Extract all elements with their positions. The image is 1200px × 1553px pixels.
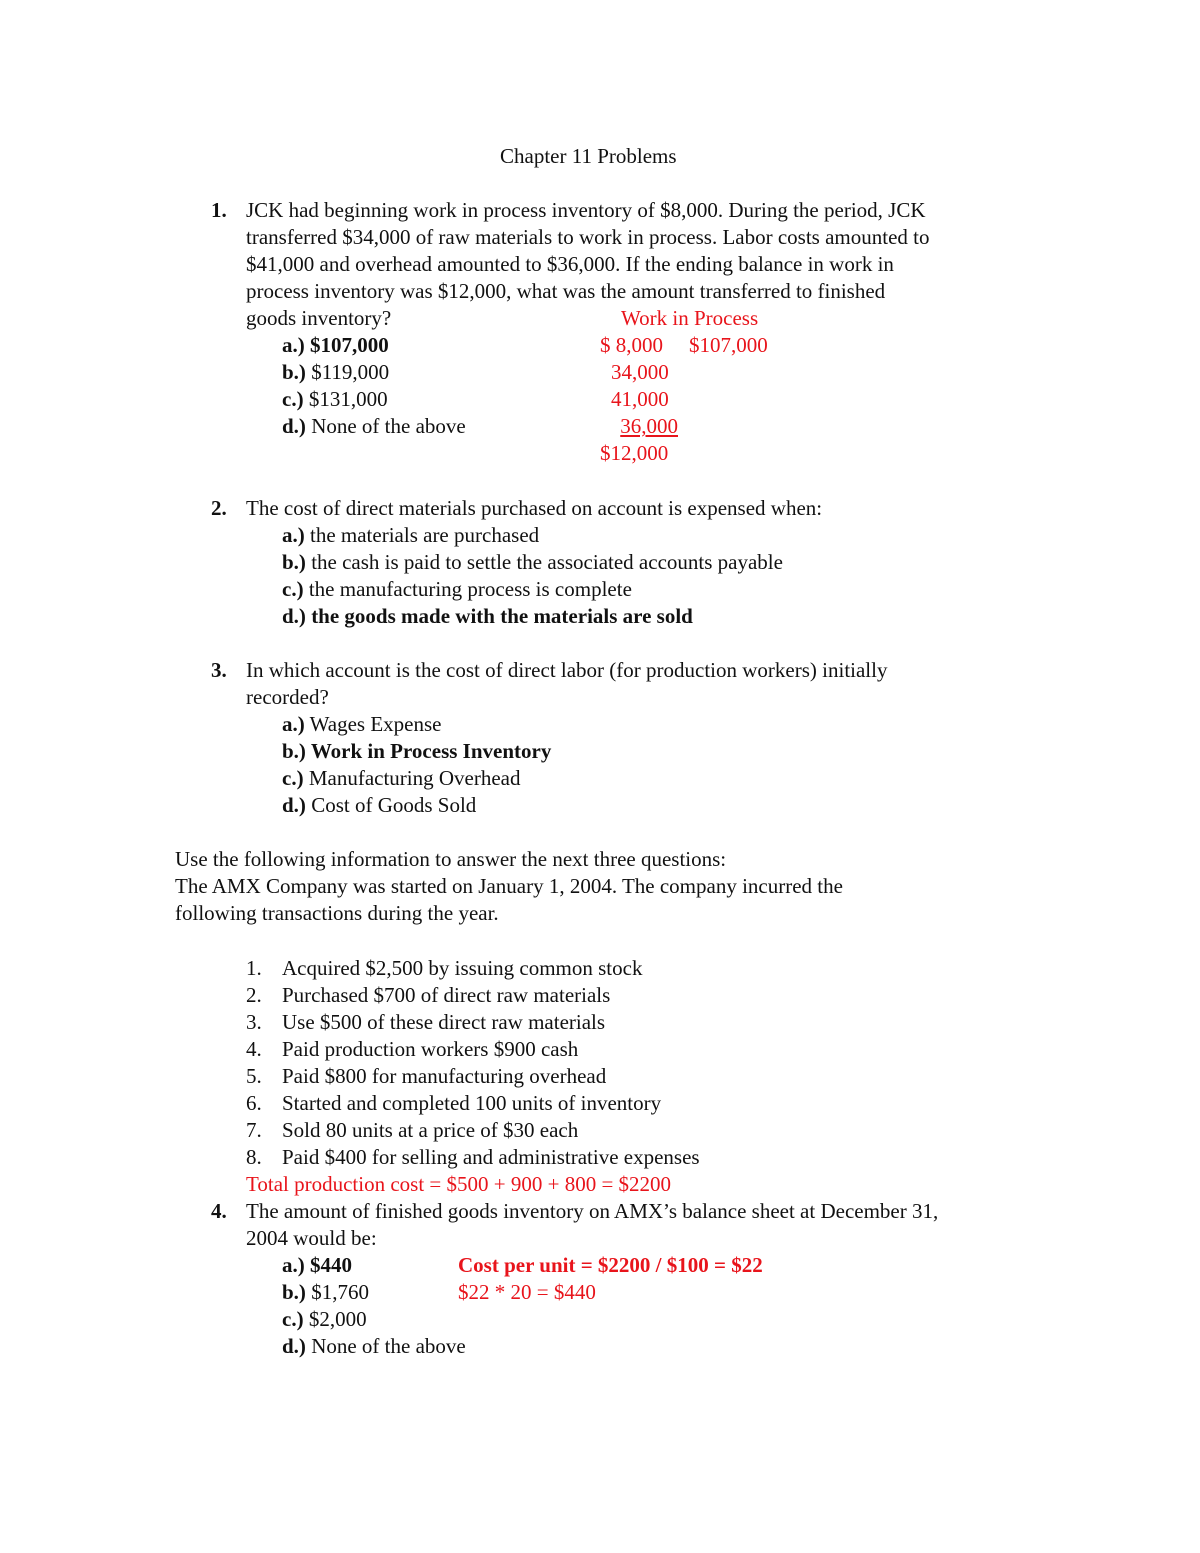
t-account-balance: $12,000 (600, 441, 669, 465)
t-account-title: Work in Process (621, 306, 759, 330)
option-letter: c.) (282, 766, 304, 790)
option-letter: c.) (282, 1307, 304, 1331)
option-letter: d.) (282, 414, 306, 438)
option-text: Work in Process Inventory (310, 739, 552, 763)
q3-line-1: In which account is the cost of direct labor (for production workers) initially (246, 658, 888, 682)
q1-line-2: transferred $34,000 of raw materials to work in process. Labor costs amounted to (246, 225, 930, 249)
q1-option-a (282, 332, 389, 359)
q4-option-c (282, 1306, 367, 1333)
q1-number: 1. (211, 198, 227, 222)
q3-option-b (282, 738, 551, 765)
option-text: the materials are purchased (310, 523, 540, 547)
q1-line-3: $41,000 and overhead amounted to $36,000. If the ending balance in work in (246, 252, 894, 276)
q1-option-d (282, 413, 466, 440)
transaction-number: 4. (246, 1037, 262, 1061)
t-account-debit-2: 34,000 (611, 360, 669, 384)
option-letter: d.) (282, 1334, 306, 1358)
option-letter: b.) (282, 360, 306, 384)
option-text: Manufacturing Overhead (308, 766, 521, 790)
option-letter: b.) (282, 1280, 306, 1304)
option-letter: d.) (282, 604, 306, 628)
option-text: None of the above (311, 1334, 466, 1358)
transaction-text: Paid $400 for selling and administrative expenses (282, 1145, 700, 1169)
option-letter: c.) (282, 577, 304, 601)
q1-line-4: process inventory was $12,000, what was the amount transferred to finished (246, 279, 886, 303)
transaction-item (246, 955, 643, 982)
transaction-item (246, 1063, 607, 1090)
q1-option-c (282, 386, 388, 413)
option-letter: d.) (282, 793, 306, 817)
intro-line-3: following transactions during the year. (175, 901, 499, 925)
q2-option-d (282, 603, 693, 630)
q4-option-d (282, 1333, 466, 1360)
q1-option-b (282, 359, 389, 386)
q3-option-a (282, 711, 441, 738)
option-letter: a.) (282, 712, 305, 736)
page-title: Chapter 11 Problems (500, 144, 677, 168)
transaction-text: Acquired $2,500 by issuing common stock (282, 956, 643, 980)
option-text: Cost of Goods Sold (311, 793, 477, 817)
q4-option-b (282, 1279, 369, 1306)
intro-line-1: Use the following information to answer the next three questions: (175, 847, 727, 871)
t-account-credit: $107,000 (689, 333, 768, 357)
cost-per-unit-note: Cost per unit = $2200 / $100 = $22 (458, 1253, 763, 1277)
option-text: $119,000 (311, 360, 390, 384)
q4-number: 4. (211, 1199, 227, 1223)
option-text: $1,760 (311, 1280, 369, 1304)
transaction-text: Purchased $700 of direct raw materials (282, 983, 611, 1007)
q2-option-a (282, 522, 539, 549)
transaction-item (246, 1009, 606, 1036)
q3-line-2: recorded? (246, 685, 329, 709)
transaction-item (246, 1090, 662, 1117)
option-text: $131,000 (308, 387, 388, 411)
ending-inventory-calc: $22 * 20 = $440 (458, 1280, 596, 1304)
transaction-item (246, 1144, 700, 1171)
option-text: the goods made with the materials are sold (311, 604, 693, 628)
option-letter: a.) (282, 333, 305, 357)
option-letter: b.) (282, 550, 306, 574)
transaction-text: Use $500 of these direct raw materials (282, 1010, 606, 1034)
q4-option-a (282, 1252, 352, 1279)
q3-option-c (282, 765, 521, 792)
transaction-number: 7. (246, 1118, 262, 1142)
transaction-text: Paid production workers $900 cash (282, 1037, 579, 1061)
option-text: $107,000 (310, 333, 389, 357)
total-production-cost: Total production cost = $500 + 900 + 800 = $2200 (246, 1172, 672, 1196)
transaction-number: 3. (246, 1010, 262, 1034)
option-letter: a.) (282, 1253, 305, 1277)
option-letter: b.) (282, 739, 306, 763)
transaction-text: Paid $800 for manufacturing overhead (282, 1064, 607, 1088)
option-text: the manufacturing process is complete (308, 577, 632, 601)
q2-option-c (282, 576, 632, 603)
intro-line-2: The AMX Company was started on January 1, 2004. The company incurred the (175, 874, 843, 898)
q3-option-d (282, 792, 476, 819)
q2-option-b (282, 549, 783, 576)
option-text: $440 (310, 1253, 352, 1277)
transaction-item (246, 982, 611, 1009)
q2-number: 2. (211, 496, 227, 520)
transaction-number: 6. (246, 1091, 262, 1115)
transaction-number: 5. (246, 1064, 262, 1088)
transaction-number: 2. (246, 983, 262, 1007)
q2-text: The cost of direct materials purchased on account is expensed when: (246, 496, 823, 520)
transaction-item (246, 1036, 579, 1063)
option-text: Wages Expense (309, 712, 442, 736)
transaction-number: 8. (246, 1145, 262, 1169)
transaction-text: Sold 80 units at a price of $30 each (282, 1118, 579, 1142)
option-text: None of the above (311, 414, 466, 438)
t-account-debit-1: $ 8,000 (600, 333, 663, 357)
option-text: $2,000 (308, 1307, 367, 1331)
q1-line-1: JCK had beginning work in process inventory of $8,000. During the period, JCK (246, 198, 926, 222)
option-letter: a.) (282, 523, 305, 547)
transaction-text: Started and completed 100 units of inventory (282, 1091, 662, 1115)
q3-number: 3. (211, 658, 227, 682)
transaction-number: 1. (246, 956, 262, 980)
q4-line-2: 2004 would be: (246, 1226, 377, 1250)
option-text: the cash is paid to settle the associated accounts payable (311, 550, 783, 574)
t-account-debit-3: 41,000 (611, 387, 669, 411)
option-letter: c.) (282, 387, 304, 411)
q4-line-1: The amount of finished goods inventory on AMX’s balance sheet at December 31, (246, 1199, 939, 1223)
t-account-debit-4: 36,000 (620, 414, 678, 438)
transaction-item (246, 1117, 579, 1144)
q1-line-5: goods inventory? (246, 306, 392, 330)
